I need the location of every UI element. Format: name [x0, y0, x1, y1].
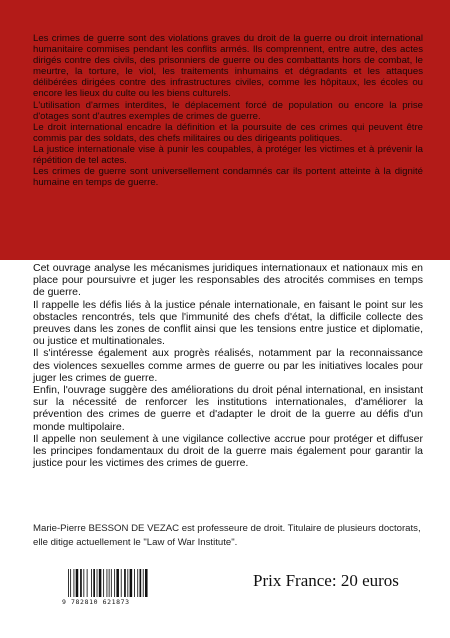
price-label: Prix France: 20 euros	[253, 571, 399, 590]
description-paragraph: Enfin, l'ouvrage suggère des améliorations du droit pénal international, en insistant sur la nécessité de renforcer les institutions internationales, d'améliorer la prévention des crimes de guerre et d'adapter le droit de la guerre au défis d'un monde multipolaire.	[33, 384, 423, 433]
summary-paragraph: La justice internationale vise à punir les coupables, à protéger les victimes et à prévenir la répétition de tel actes.	[33, 143, 423, 167]
author-bio: Marie-Pierre BESSON DE VEZAC est professeure de droit. Titulaire de plusieurs doctorats, elle ditige actuellement le "Law of War Institute".	[33, 523, 421, 548]
summary-paragraph: L'utilisation d'armes interdites, le déplacement forcé de population ou encore la prise d'otages sont d'autres exemples de crimes de guerre.	[33, 99, 423, 122]
summary-text	[33, 33, 423, 188]
summary-paragraph: Les crimes de guerre sont des violations graves du droit de la guerre ou droit international humanitaire commises pendant les conflits armés. Ils comprennent, entre autre, des actes dirigés contre des civils, des prisonniers de guerre ou des combattants hors de combat, le meurtre, la torture, le viol, les traitements inhumains et dégradants et les attaques délibérées dirigées contre des infrastructures civiles, comme les hôpitaux, les écoles ou encore les lieux du culte ou les biens culturels.	[33, 33, 423, 100]
barcode-digits: 9 782810 621873	[62, 598, 130, 606]
description-paragraph: Il appelle non seulement à une vigilance collective accrue pour protéger et diffuser les principes fondamentaux du droit de la guerre mais également pour garantir la justice pour les victimes des crimes de guerre.	[33, 432, 423, 470]
summary-paragraph: Le droit international encadre la définition et la poursuite de ces crimes qui peuvent être commis par des soldats, des chefs militaires ou des dirigeants politiques.	[33, 121, 423, 144]
description-paragraph: Il s'intéresse également aux progrès réalisés, notamment par la reconnaissance des violences sexuelles comme armes de guerre ou par les initiatives locales pour juger les crimes de guerre.	[33, 347, 423, 384]
description-paragraph: Il rappelle les défis liés à la justice pénale internationale, en faisant le point sur les obstacles rencontrés, tels que l'immunité des chefs d'état, la difficile collecte des preuves dans les zones de conflit ainsi que les tensions entre justice et diplomatie, ou justice et multinationales.	[33, 298, 423, 348]
book-description	[33, 262, 423, 469]
description-paragraph: Cet ouvrage analyse les mécanismes juridiques internationaux et nationaux mis en place pour poursuivre et juger les responsables des atrocités commises en temps de guerre.	[33, 262, 423, 299]
summary-paragraph: Les crimes de guerre sont universellement condamnés car ils portent atteinte à la dignité humaine en temps de guerre.	[33, 166, 423, 189]
barcode-bars	[68, 569, 160, 597]
isbn-barcode	[62, 569, 162, 609]
